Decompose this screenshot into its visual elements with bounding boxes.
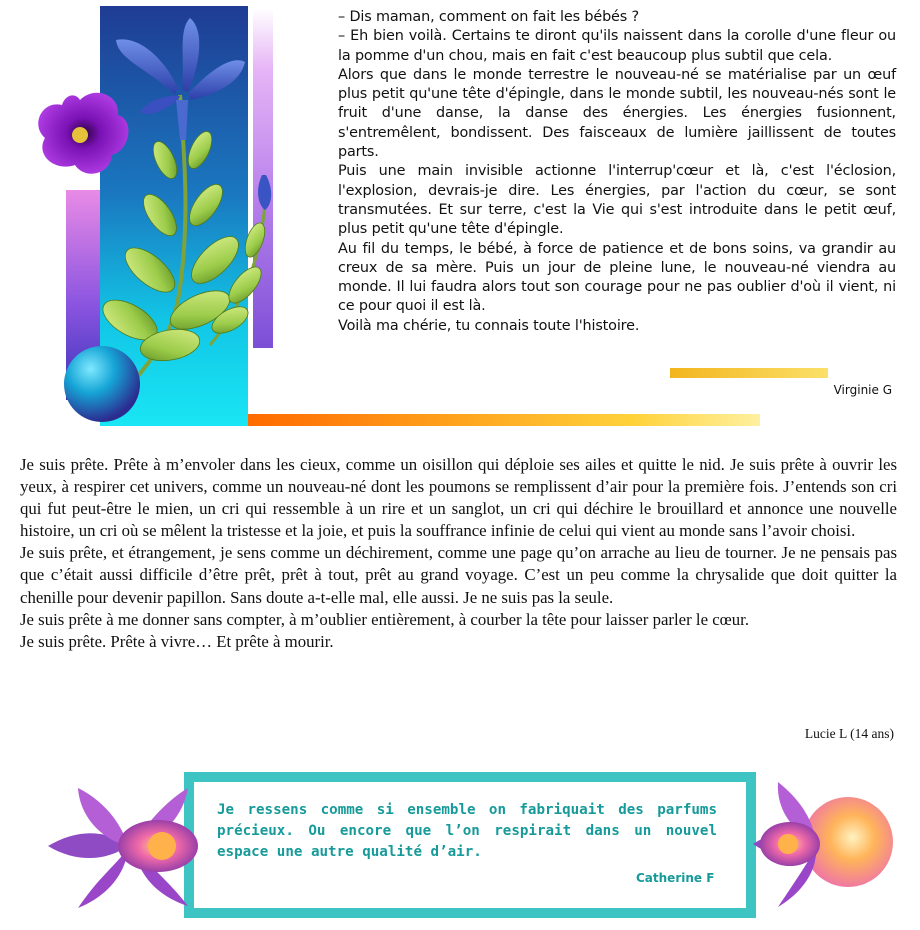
author-signature: Virginie G xyxy=(833,383,892,397)
petunia-flower-icon xyxy=(38,93,128,174)
story-line: – Eh bien voilà. Certains te diront qu'ils naissent dans la corolle d'une fleur ou la pomme d'un chou, mais en fait c'est beaucoup plus subtil que cela. xyxy=(338,28,896,64)
quote-author: Catherine F xyxy=(636,871,715,885)
iris-flower-icon xyxy=(116,18,245,140)
story-line: Au fil du temps, le bébé, à force de patience et de bons soins, va grandir au creux de sa mère. Puis un jour de pleine lune, le nouveau-né viendra au monde. Il lui faudra alors tout son courage pour ne pas oublier d'où il vient, ni ce pour quoi il est là. xyxy=(338,240,896,315)
yellow-gradient-line xyxy=(670,368,828,378)
quote-text: Je ressens comme si ensemble on fabriquait des parfums précieux. Ou encore que l’on respirait dans un nouvel espace une autre qualité d’air. xyxy=(217,802,717,860)
story-paragraph: Je suis prête à me donner sans compter, à m’oublier entièrement, à courber la tête pour laisser parler le cœur. xyxy=(20,609,750,629)
top-story xyxy=(338,8,896,336)
story-line: Voilà ma chérie, tu connais toute l'histoire. xyxy=(338,317,640,334)
story-line: Puis une main invisible actionne l'interrup'cœur et là, c'est l'éclosion, l'explosion, devrais-je dire. Les énergies, par l'action du cœur, se sont transmutées. Et sur terre, c'est la Vie qui s'est introduite dans le petit œuf, plus petit qu'une tête d'épingle. xyxy=(338,163,896,238)
middle-story xyxy=(20,454,897,653)
flower-branch-svg xyxy=(0,0,340,440)
lotus-flower-sun-icon xyxy=(748,762,898,922)
story-paragraph: Je suis prête. Prête à vivre… Et prête à mourir. xyxy=(20,631,334,651)
orange-gradient-line xyxy=(248,414,760,426)
story-line: – Dis maman, comment on fait les bébés ? xyxy=(338,9,640,25)
blue-sphere-icon xyxy=(64,346,140,422)
author-signature: Lucie L (14 ans) xyxy=(804,726,894,741)
story-line: Alors que dans le monde terrestre le nouveau-né se matérialise par un œuf plus petit qu'une tête d'épingle, dans le monde subtil, les nouveau-nés sont le fruit d'une danse, la danse des énergies. Les énergies fusionnent, s'entremêlent, bondissent. Des faisceaux de lumière jaillissent de toutes parts. xyxy=(338,66,896,161)
lotus-flower-icon xyxy=(38,768,218,924)
story-paragraph: Je suis prête, et étrangement, je sens comme un déchirement, comme une page qu’on arrache au lieu de tourner. Je ne pensais pas que c’était aussi difficile d’être prêt, prêt à tout, prêt au grand voyage. C’est un peu comme la chrysalide que doit quitter la chenille pour devenir papillon. Sans doute a-t-elle mal, elle aussi. Je ne suis pas la seule. xyxy=(20,543,897,607)
gentian-branch-illustration xyxy=(0,0,340,440)
story-paragraph: Je suis prête. Prête à m’envoler dans les cieux, comme un oisillon qui déploie ses ailes et quitte le nid. Je suis prête à ouvrir les yeux, à respirer cet univers, comme un nouveau-né dont les poumons se remplissent d’air pour la première fois. J’entends son cri qui fut peut-être le mien, un cri qui ressemble à un rire et un sanglot, un cri qui déchire le brouillard et annonce une nouvelle histoire, un cri où se mêlent la tristesse et la joie, et puis la souffrance infinie de celui qui vient au monde sans l’avoir choisi. xyxy=(20,455,897,541)
